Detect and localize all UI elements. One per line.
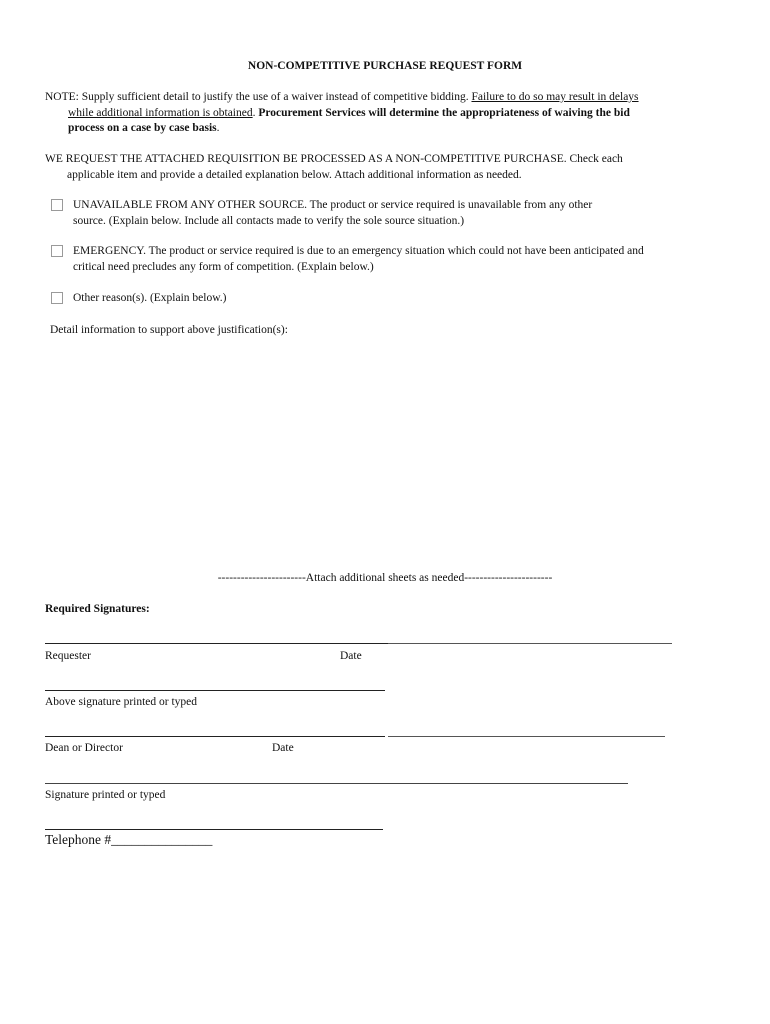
request-line-1: WE REQUEST THE ATTACHED REQUISITION BE PROCESSED AS A NON-COMPETITIVE PURCHASE. Check each <box>45 153 623 165</box>
requester-printed-line[interactable] <box>45 690 385 691</box>
requester-printed-label: Above signature printed or typed <box>45 696 198 708</box>
note-underline-b: while additional information is obtained <box>68 107 253 119</box>
note-end: . <box>216 122 220 134</box>
note-prefix: NOTE: Supply sufficient detail to justify the use of a waiver instead of competitive bidding. <box>45 91 472 103</box>
note-line-1 <box>45 89 639 105</box>
note-bold-a: Procurement Services will determine the appropriateness of waiving the bid <box>258 107 630 119</box>
requester-label: Requester <box>45 650 91 662</box>
detail-label: Detail information to support above justification(s): <box>50 324 288 336</box>
requester-signature-line[interactable] <box>45 643 388 644</box>
other-reason-checkbox[interactable] <box>51 292 63 304</box>
requester-date-label: Date <box>340 650 362 662</box>
requester-date-line[interactable] <box>388 643 672 644</box>
dean-label: Dean or Director <box>45 742 123 754</box>
note-mid: . <box>252 107 259 119</box>
dean-date-label: Date <box>272 742 294 754</box>
request-line-2: applicable item and provide a detailed explanation below. Attach additional information as needed. <box>67 169 522 181</box>
note-line-3 <box>68 120 220 136</box>
dean-printed-label: Signature printed or typed <box>45 789 166 801</box>
dean-date-line[interactable] <box>388 736 665 737</box>
other-reason-option: Other reason(s). (Explain below.) <box>73 292 227 304</box>
detail-text-area[interactable] <box>45 342 725 562</box>
unavailable-checkbox[interactable] <box>51 199 63 211</box>
note-bold-b: process on a case by case basis <box>68 122 217 134</box>
unavailable-option-line-1: UNAVAILABLE FROM ANY OTHER SOURCE. The product or service required is unavailable from any other <box>73 199 593 211</box>
emergency-option-line-2: critical need precludes any form of competition. (Explain below.) <box>73 261 374 273</box>
unavailable-option-line-2: source. (Explain below. Include all contacts made to verify the sole source situation.) <box>73 215 465 227</box>
telephone-field[interactable]: Telephone #_______________ <box>45 832 213 847</box>
emergency-checkbox[interactable] <box>51 245 63 257</box>
dean-signature-line[interactable] <box>45 736 385 737</box>
form-title: NON-COMPETITIVE PURCHASE REQUEST FORM <box>247 60 523 72</box>
required-signatures-heading: Required Signatures: <box>45 603 150 615</box>
attach-note: -----------------------Attach additional sheets as needed----------------------- <box>217 572 553 584</box>
note-line-2 <box>68 105 630 121</box>
note-underline-a: Failure to do so may result in delays <box>471 91 639 103</box>
telephone-top-line <box>45 829 383 830</box>
emergency-option-line-1: EMERGENCY. The product or service required is due to an emergency situation which could not have been anticipated and <box>73 245 644 257</box>
dean-printed-line[interactable] <box>45 783 628 784</box>
